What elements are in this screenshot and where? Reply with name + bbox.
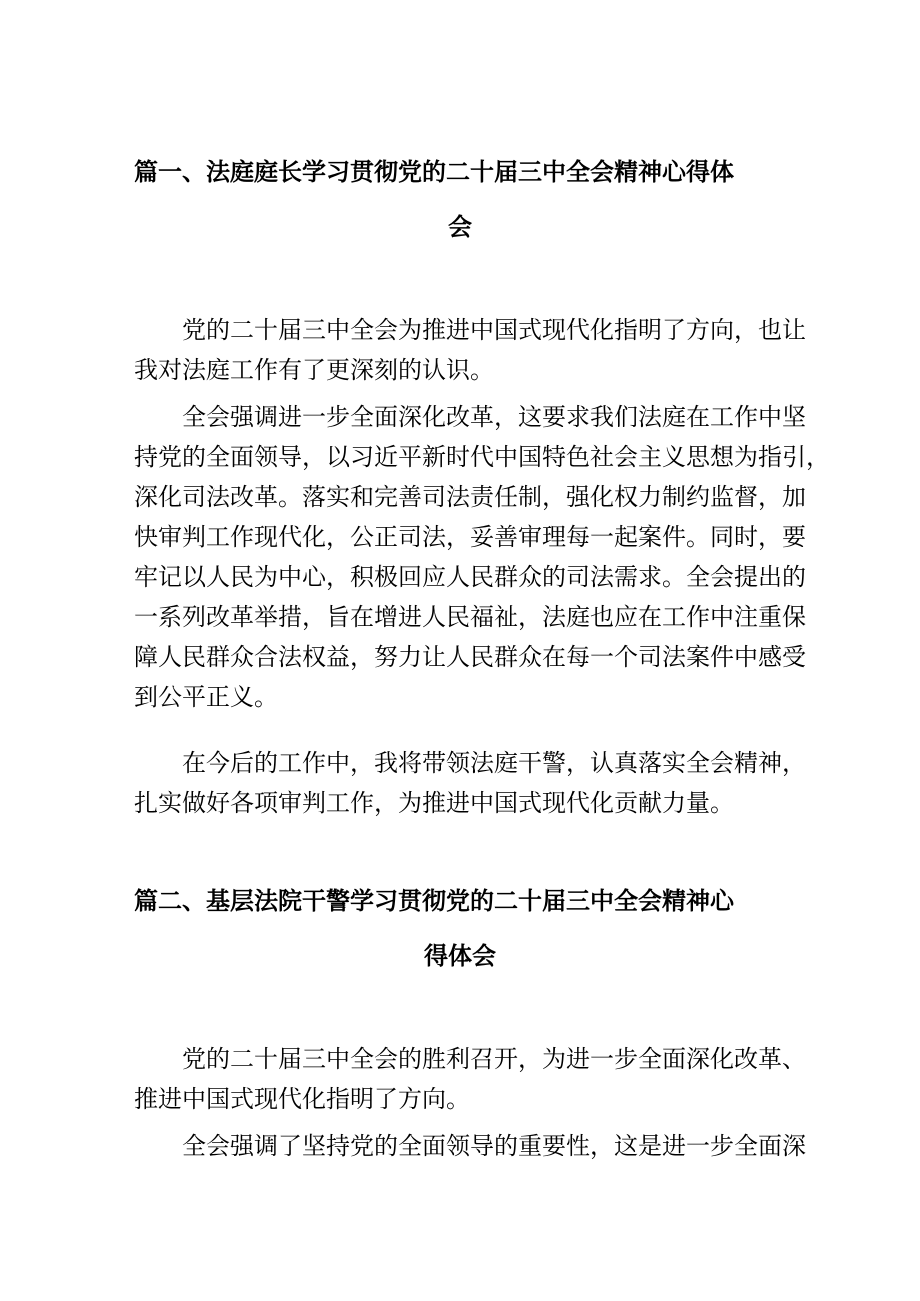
section1-title-line2: 会: [448, 213, 472, 241]
section2-title-line2: 得体会: [424, 942, 496, 970]
paragraph-line: 在今后的工作中，我将带领法庭干警，认真落实全会精神，: [182, 749, 806, 777]
section2-paragraph-1: [134, 1039, 806, 1119]
paragraph-line: 推进中国式现代化指明了方向。: [134, 1085, 470, 1113]
paragraph-line: 一系列改革举措，旨在增进人民福祉，法庭也应在工作中注重保: [134, 603, 806, 631]
paragraph-line: 全会强调了坚持党的全面领导的重要性，这是进一步全面深: [182, 1132, 806, 1160]
paragraph-line: 党的二十届三中全会为推进中国式现代化指明了方向，也让: [182, 316, 806, 344]
section2-title-line1: 篇二、基层法院干警学习贯彻党的二十届三中全会精神心: [134, 887, 734, 915]
paragraph-line: 扎实做好各项审判工作，为推进中国式现代化贡献力量。: [134, 789, 734, 817]
paragraph-line: 全会强调进一步全面深化改革，这要求我们法庭在工作中坚: [182, 403, 806, 431]
paragraph-line: 牢记以人民为中心，积极回应人民群众的司法需求。全会提出的: [134, 563, 806, 591]
paragraph-line: 深化司法改革。落实和完善司法责任制，强化权力制约监督，加: [134, 483, 806, 511]
section1-title-line1: 篇一、法庭庭长学习贯彻党的二十届三中全会精神心得体: [134, 158, 734, 186]
section1-paragraph-3: [134, 743, 806, 823]
paragraph-line: 党的二十届三中全会的胜利召开，为进一步全面深化改革、: [182, 1045, 806, 1073]
section2-paragraph-2: [134, 1126, 806, 1166]
section1-paragraph-2: [134, 397, 830, 717]
paragraph-line: 持党的全面领导，以习近平新时代中国特色社会主义思想为指引，: [134, 443, 830, 471]
paragraph-line: 快审判工作现代化，公正司法，妥善审理每一起案件。同时，要: [134, 523, 806, 551]
paragraph-line: 到公平正义。: [134, 683, 278, 711]
paragraph-line: 我对法庭工作有了更深刻的认识。: [134, 356, 494, 384]
section1-paragraph-1: [134, 310, 806, 390]
paragraph-line: 障人民群众合法权益，努力让人民群众在每一个司法案件中感受: [134, 643, 806, 671]
